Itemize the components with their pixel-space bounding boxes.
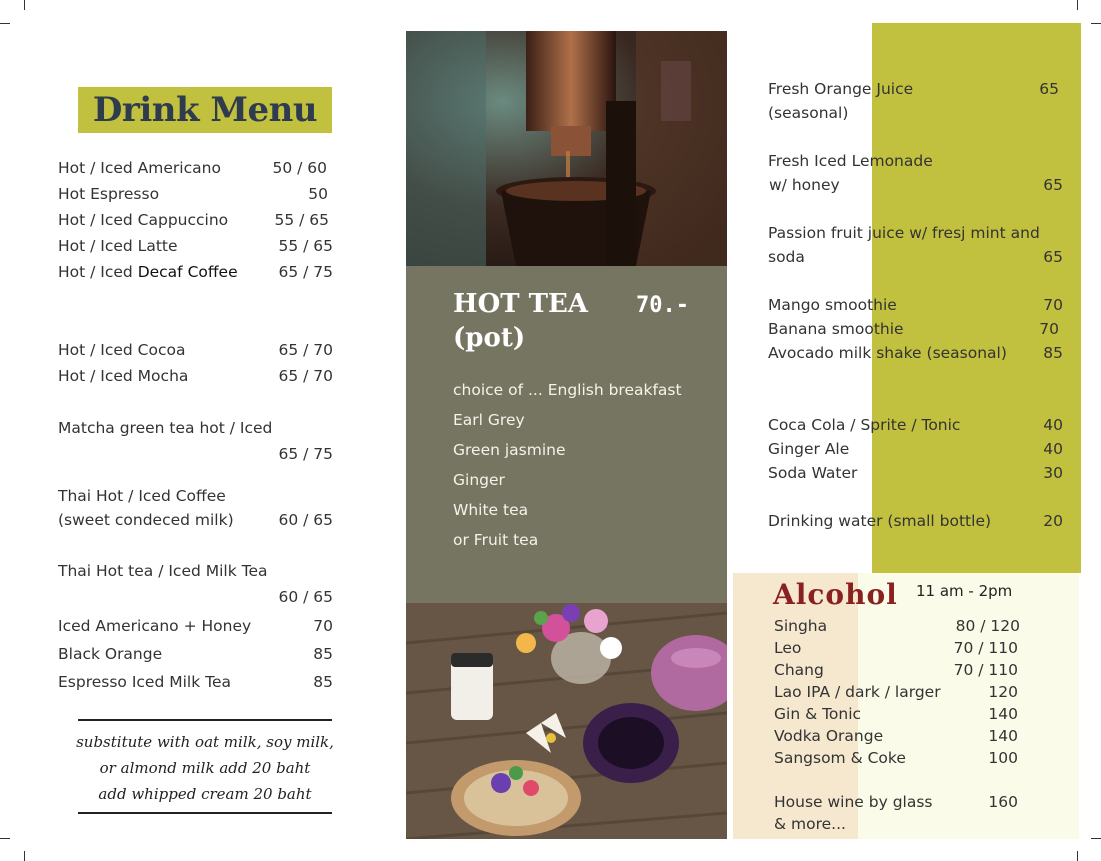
- alcohol-more: [774, 813, 1018, 835]
- tea-option: Green jasmine: [453, 441, 566, 459]
- item-price: 70: [1039, 320, 1059, 338]
- item-price: 60 / 65: [278, 511, 333, 529]
- item-name: Coca Cola / Sprite / Tonic: [768, 416, 961, 434]
- divider: [78, 719, 332, 721]
- item-price: 30: [1043, 464, 1063, 482]
- menu-item: [58, 487, 333, 535]
- menu-item: [58, 237, 333, 259]
- item-name-detail: soda: [768, 248, 805, 266]
- item-price: 70 / 110: [953, 639, 1018, 657]
- item-price: 65: [1039, 80, 1059, 98]
- menu-item: [58, 645, 333, 667]
- item-name: Hot / Iced Americano: [58, 159, 221, 177]
- item-name: Passion fruit juice w/ fresj mint and: [768, 224, 1040, 242]
- menu-item: [774, 703, 1018, 725]
- item-name: Hot / Iced Cocoa: [58, 341, 186, 359]
- menu-item: [768, 437, 1063, 461]
- tea-option: Ginger: [453, 471, 505, 489]
- item-name: Iced Americano + Honey: [58, 617, 252, 635]
- item-name: Thai Hot / Iced Coffee: [58, 487, 226, 505]
- menu-item: [768, 317, 1063, 341]
- item-price: 70 / 110: [953, 661, 1018, 679]
- item-price: 65: [1043, 248, 1063, 266]
- item-name-detail: (sweet condeced milk): [58, 511, 234, 529]
- item-price: 70: [1043, 296, 1063, 314]
- breakfast-table-flowers-photo: [406, 603, 727, 839]
- item-price: 80 / 120: [955, 617, 1020, 635]
- item-price: 140: [988, 727, 1018, 745]
- note-line: or almond milk add 20 baht: [99, 759, 311, 777]
- menu-item: [774, 681, 1018, 703]
- item-name: Singha: [774, 617, 828, 635]
- item-name: Leo: [774, 639, 802, 657]
- item-price: 40: [1043, 440, 1063, 458]
- item-price: 60 / 65: [278, 588, 333, 606]
- menu-item: [774, 637, 1018, 659]
- menu-item: [58, 211, 333, 233]
- item-name: Lao IPA / dark / larger: [774, 683, 941, 701]
- menu-item: [768, 509, 1063, 533]
- item-name: [58, 263, 238, 281]
- item-price: 85: [313, 645, 333, 663]
- item-name-detail: (seasonal): [768, 104, 849, 122]
- item-price: 40: [1043, 416, 1063, 434]
- crop-mark: [1077, 0, 1078, 10]
- crop-mark: [0, 838, 10, 839]
- menu-item: [774, 615, 1018, 637]
- menu-item: [774, 791, 1018, 813]
- menu-item: [768, 293, 1063, 317]
- item-price: 65 / 70: [278, 367, 333, 385]
- item-price: 85: [313, 673, 333, 691]
- item-name: Drinking water (small bottle): [768, 512, 992, 530]
- crop-mark: [1091, 23, 1101, 24]
- item-price: 55 / 65: [278, 237, 333, 255]
- item-price: 65 / 75: [278, 263, 333, 281]
- item-price: 85: [1043, 344, 1063, 362]
- item-price: 140: [988, 705, 1018, 723]
- hot-tea-title-line: (pot): [453, 323, 526, 353]
- item-name: & more...: [774, 815, 846, 833]
- item-name: Espresso Iced Milk Tea: [58, 673, 231, 691]
- menu-item: [58, 341, 333, 363]
- menu-item: [768, 149, 1063, 197]
- menu-item: [768, 341, 1063, 365]
- item-name-prefix: Hot / Iced: [58, 263, 138, 281]
- item-name: House wine by glass: [774, 793, 933, 811]
- item-name: Black Orange: [58, 645, 163, 663]
- alcohol-hours: 11 am - 2pm: [916, 582, 1013, 600]
- crop-mark: [0, 23, 10, 24]
- note-line: add whipped cream 20 baht: [98, 785, 312, 803]
- item-price: 65 / 70: [278, 341, 333, 359]
- menu-item: [58, 367, 333, 389]
- tea-option: White tea: [453, 501, 529, 519]
- tea-option: or Fruit tea: [453, 531, 539, 549]
- item-name: Soda Water: [768, 464, 858, 482]
- item-name: Matcha green tea hot / Iced: [58, 419, 273, 437]
- item-name: Hot Espresso: [58, 185, 160, 203]
- item-name: Avocado milk shake (seasonal): [768, 344, 1007, 362]
- menu-item: [58, 562, 333, 610]
- item-name: Vodka Orange: [774, 727, 884, 745]
- item-name: Gin & Tonic: [774, 705, 862, 723]
- menu-item: [768, 413, 1063, 437]
- item-price: 100: [988, 749, 1018, 767]
- menu-item: [768, 221, 1063, 269]
- item-price: 55 / 65: [274, 211, 329, 229]
- item-price: 65: [1043, 176, 1063, 194]
- crop-mark: [24, 0, 25, 10]
- item-name: Chang: [774, 661, 824, 679]
- item-name-detail: w/ honey: [769, 176, 840, 194]
- item-price: 70: [313, 617, 333, 635]
- divider: [78, 812, 332, 814]
- menu-item: [768, 461, 1063, 485]
- item-name: Sangsom & Coke: [774, 749, 906, 767]
- item-name: Fresh Iced Lemonade: [768, 152, 933, 170]
- menu-item: [58, 185, 333, 207]
- menu-item: [58, 617, 333, 639]
- menu-item: [768, 77, 1063, 125]
- menu-item: [58, 159, 333, 181]
- item-price: 160: [988, 793, 1018, 811]
- menu-item: [774, 659, 1018, 681]
- alcohol-title: Alcohol: [773, 578, 898, 611]
- item-price: 50 / 60: [272, 159, 327, 177]
- espresso-machine-photo: [406, 31, 727, 266]
- hot-tea-title-line: HOT TEA: [453, 289, 588, 319]
- crop-mark: [24, 851, 25, 861]
- hot-tea-price: 70.-: [636, 293, 689, 318]
- espresso-machine-illustration: [406, 31, 727, 266]
- item-price: 65 / 75: [278, 445, 333, 463]
- item-price: 50: [308, 185, 328, 203]
- item-name: Ginger Ale: [768, 440, 850, 458]
- item-name: Hot / Iced Cappuccino: [58, 211, 229, 229]
- item-name: Thai Hot tea / Iced Milk Tea: [58, 562, 268, 580]
- item-name: Fresh Orange Juice: [768, 80, 914, 98]
- menu-item: [58, 419, 333, 467]
- item-name: Hot / Iced Mocha: [58, 367, 189, 385]
- crop-mark: [1077, 851, 1078, 861]
- breakfast-table-illustration: [406, 603, 727, 839]
- tea-option: choice of ... English breakfast: [453, 381, 682, 399]
- item-name-emphasis: Decaf Coffee: [137, 263, 238, 281]
- tea-option: Earl Grey: [453, 411, 525, 429]
- substitution-note: [62, 729, 348, 807]
- menu-item: [774, 725, 1018, 747]
- note-line: substitute with oat milk, soy milk,: [76, 733, 334, 751]
- item-price: 20: [1043, 512, 1063, 530]
- menu-item: [58, 263, 333, 285]
- item-name: Banana smoothie: [768, 320, 904, 338]
- item-price: 120: [988, 683, 1018, 701]
- crop-mark: [1091, 838, 1101, 839]
- menu-item: [774, 747, 1018, 769]
- item-name: Hot / Iced Latte: [58, 237, 178, 255]
- page-title: Drink Menu: [92, 90, 318, 130]
- hot-tea-title: [453, 287, 623, 355]
- menu-item: [58, 673, 333, 695]
- item-name: Mango smoothie: [768, 296, 897, 314]
